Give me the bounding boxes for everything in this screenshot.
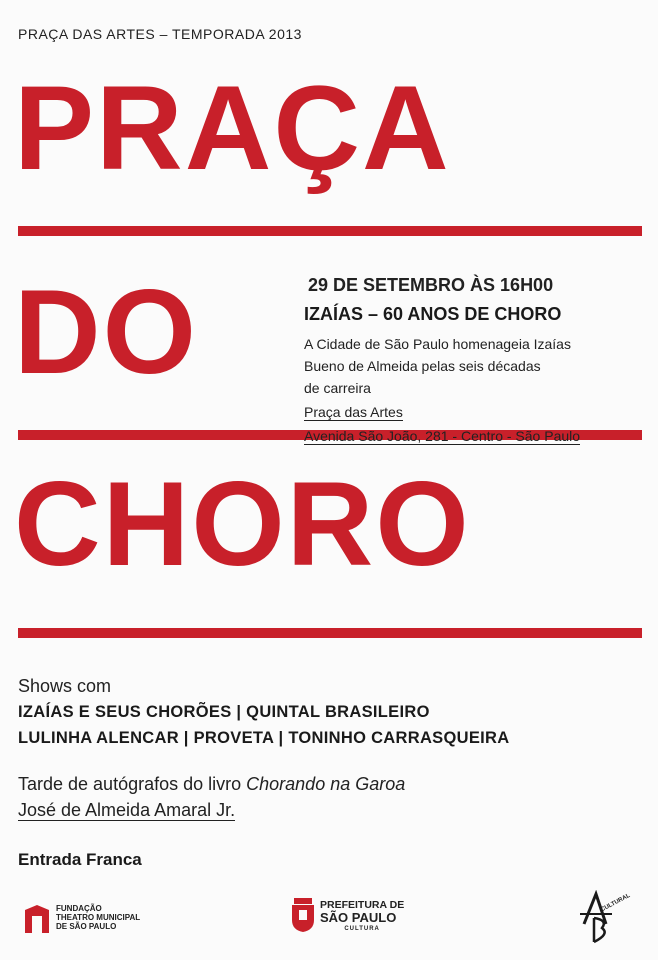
city-crest-icon [290,898,316,932]
event-venue [304,402,403,422]
ftm-line-3: DE SÃO PAULO [56,922,117,931]
title-do: DO [14,265,198,399]
shows-line-1: IZAÍAS E SEUS CHORÕES | QUINTAL BRASILEIRO [18,703,430,721]
divider-bar-3 [18,628,642,638]
autographs-author-row [18,800,235,821]
theatre-arch-icon [24,904,50,934]
divider-bar-1 [18,226,642,236]
autographs-line [18,774,405,795]
autographs-prefix: Tarde de autógrafos do livro [18,774,247,794]
ftm-line-1: FUNDAÇÃO [56,904,102,913]
event-address-row [304,426,580,446]
event-desc-1: A Cidade de São Paulo homenageia Izaías [304,336,571,352]
pref-line-3: CULTURA [344,926,380,932]
event-headline: IZAÍAS – 60 ANOS DE CHORO [304,304,562,324]
title-praca: PRAÇA [14,61,451,195]
event-desc-2: Bueno de Almeida pelas seis décadas [304,358,541,374]
shows-intro: Shows com [18,676,112,696]
book-title: Chorando na Garoa [246,774,406,794]
event-date: 29 DE SETEMBRO ÀS 16H00 [308,275,554,295]
cultural-label: CULTURAL [600,892,632,914]
event-desc-3: de carreira [304,380,371,396]
pref-line-2: SÃO PAULO [320,910,397,925]
venue-address: Avenida São João, 281 - Centro - São Paulo [304,428,581,444]
book-author: José de Almeida Amaral Jr. [18,800,236,820]
pref-line-1: PREFEITURA DE [320,899,405,911]
entry-label: Entrada Franca [18,850,142,869]
venue-name: Praça das Artes [304,404,403,420]
title-choro: CHORO [14,457,471,591]
shows-line-2: LULINHA ALENCAR | PROVETA | TONINHO CARRASQUEIRA [18,729,510,747]
ab-monogram-icon [578,890,618,944]
cultural-logo [574,890,634,946]
season-line: PRAÇA DAS ARTES – TEMPORADA 2013 [18,26,302,42]
prefeitura-logo [290,896,430,940]
ftm-logo [24,902,174,938]
ftm-line-2: THEATRO MUNICIPAL [56,913,141,922]
